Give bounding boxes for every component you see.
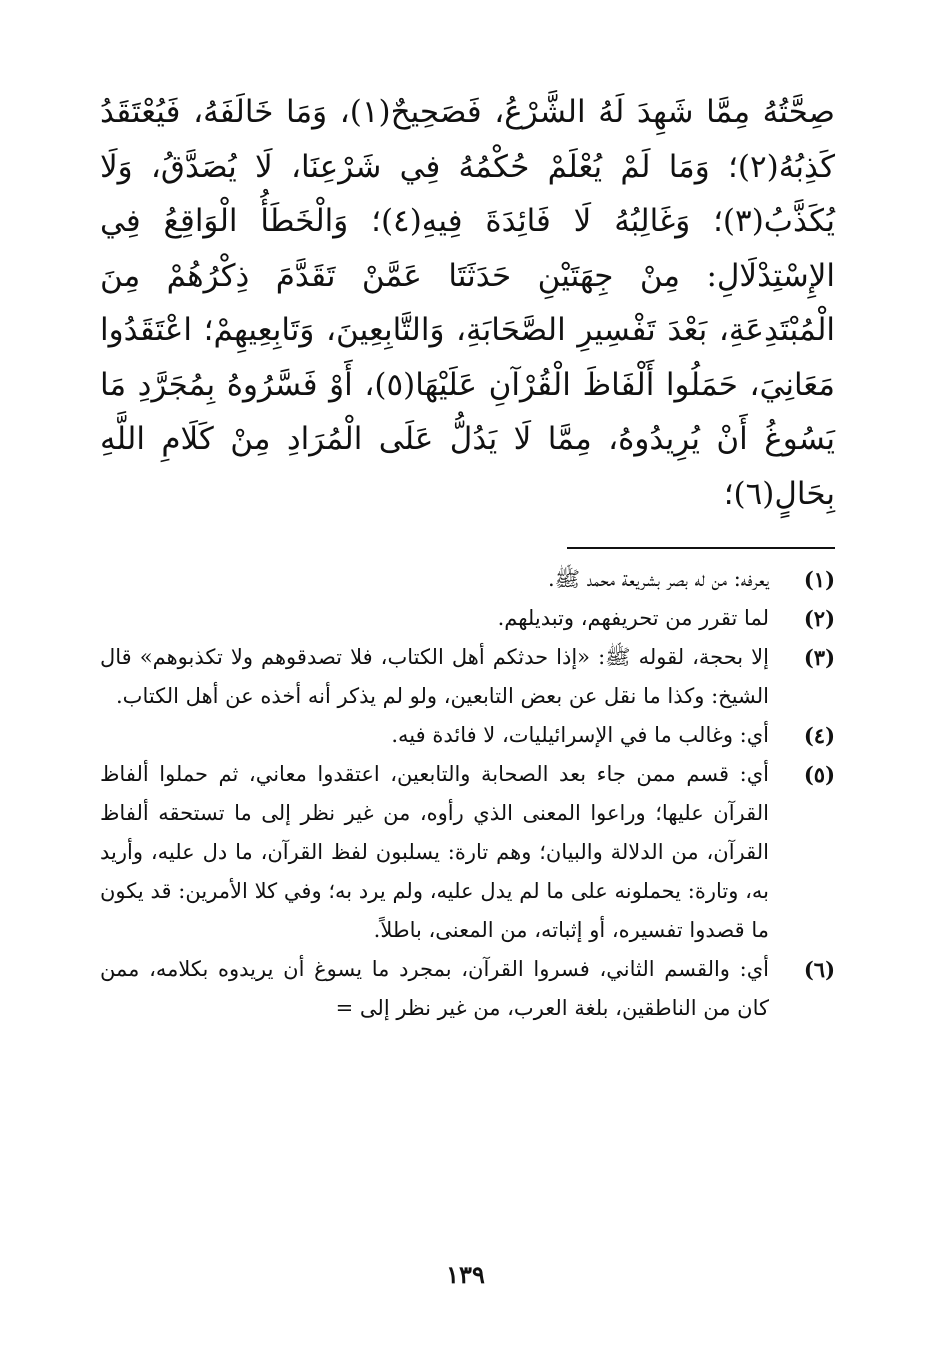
footnotes (100, 560, 835, 1028)
footnote-6 (100, 950, 835, 1028)
footnote-text: إلا بحجة، لقوله ﷺ: «إذا حدثكم أهل الكتاب، فلا تصدقوهم ولا تكذبوهم» قال الشيخ: وكذا ما نقل عن بعض التابعين، ولو لم يذكر أنه أخذه عن أهل الكتاب. (100, 645, 769, 708)
footnote-3 (100, 638, 835, 716)
footnote-text: يعرفه: من له بصر بشريعة محمد ﷺ. (547, 567, 769, 591)
footnote-text: أي: وغالب ما في الإسرائيليات، لا فائدة فيه. (391, 723, 769, 747)
footnote-number: (٦) (803, 957, 835, 982)
footnote-text: لما تقرر من تحريفهم، وتبديلهم. (497, 606, 769, 630)
main-text-block (100, 85, 835, 521)
footnote-text: أي: والقسم الثاني، فسروا القرآن، بمجرد ما يسوغ أن يريدوه بكلامه، ممن كان من الناطقين، بلغة العرب، من غير نظر إلى = (100, 957, 769, 1020)
main-paragraph: صِحَّتُهُ مِمَّا شَهِدَ لَهُ الشَّرْعُ، فَصَحِيحٌ(١)، وَمَا خَالَفَهُ، فَيُعْتَقَدُ كَذِبُهُ(٢)؛ وَمَا لَمْ يُعْلَمْ حُكْمُهُ فِي شَرْعِنَا، لَا يُصَدَّقُ، وَلَا يُكَذَّبُ(٣)؛ وَغَالِبُهُ لَا فَائِدَةَ فِيهِ(٤)؛ وَالْخَطَأُ الْوَاقِعُ فِي الإِسْتِدْلَالِ: مِنْ جِهَتَيْنِ حَدَثَتَا عَمَّنْ تَقَدَّمَ ذِكْرُهُمْ مِنَ الْمُبْتَدِعَةِ، بَعْدَ تَفْسِيرِ الصَّحَابَةِ، وَالتَّابِعِينَ، وَتَابِعِيهِمْ؛ اعْتَقَدُوا مَعَانِيَ، حَمَلُوا أَلْفَاظَ الْقُرْآنِ عَلَيْهَا(٥)، أَوْ فَسَّرُوهُ بِمُجَرَّدِ مَا يَسُوغُ أَنْ يُرِيدُوهُ، مِمَّا لَا يَدُلُّ عَلَى الْمُرَادِ مِنْ كَلَامِ اللَّهِ بِحَالٍ(٦)؛ (100, 94, 835, 512)
footnote-number: (٤) (803, 723, 835, 748)
footnote-number: (٢) (803, 606, 835, 631)
footnote-2 (100, 599, 835, 638)
footnote-5 (100, 755, 835, 950)
footnote-number: (٥) (803, 762, 835, 787)
page-number: ١٣٩ (446, 1260, 485, 1289)
footnote-number: (٣) (803, 645, 835, 670)
footnote-text: أي: قسم ممن جاء بعد الصحابة والتابعين، اعتقدوا معاني، ثم حملوا ألفاظ القرآن عليها؛ وراعوا المعنى الذي رأوه، من غير نظر إلى ما تستحقه ألفاظ القرآن، من الدلالة والبيان؛ وهم تارة: يسلبون لفظ القرآن، ما دل عليه، وأريد به، وتارة: يحملونه على ما لم يدل عليه، ولم يرد به؛ وفي كلا الأمرين: قد يكون ما قصدوا تفسيره، أو إثباته، من المعنى، باطلاً. (100, 762, 769, 942)
footnote-number: (١) (803, 567, 835, 592)
footnote-separator (567, 547, 835, 549)
footnote-1 (100, 560, 835, 599)
footnote-4 (100, 716, 835, 755)
